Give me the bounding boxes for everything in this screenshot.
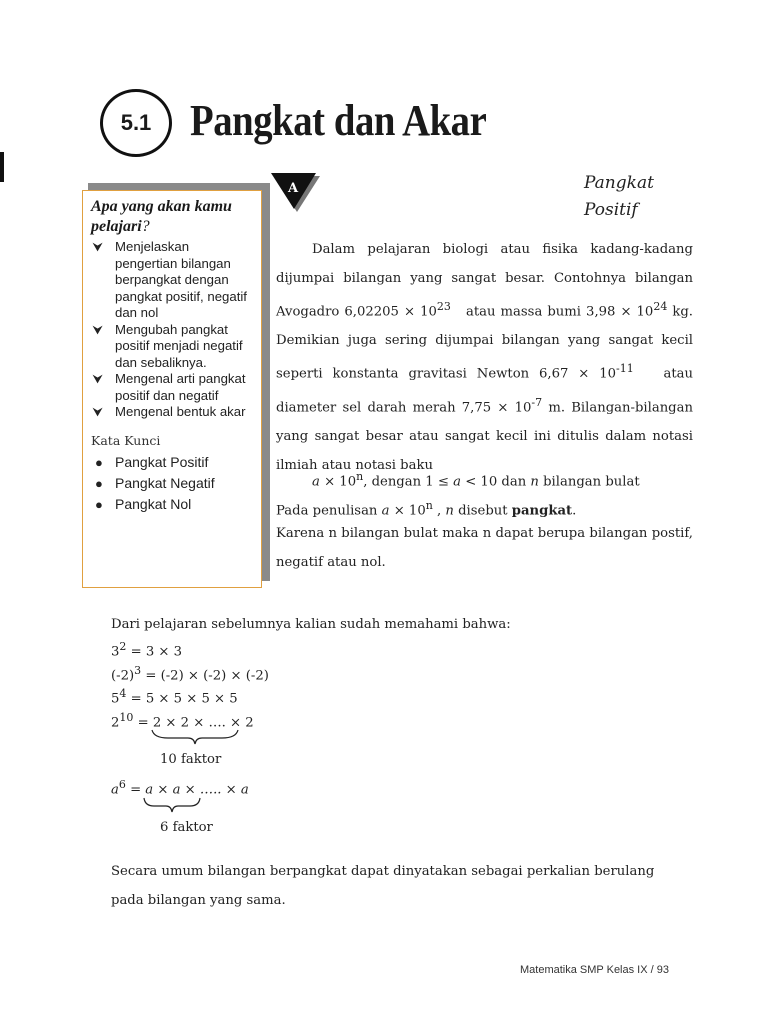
keyword-item: ● Pangkat Positif	[91, 452, 253, 473]
scientific-notation-formula: $a \times 10^n$, dengan 1 ≤ a < 10 dan n bilangan bulat	[312, 470, 640, 490]
check-icon: ⮟	[93, 324, 103, 337]
example-line: $2^{10} = 2 \times 2$ × …. × 2	[111, 711, 254, 731]
examples-intro: Dari pelajaran sebelumnya kalian sudah memahami bahwa:	[111, 617, 511, 632]
objective-item: ⮟ Mengenal arti pangkat positif dan negatif	[93, 371, 246, 403]
paragraph-integer-note: Karena n bilangan bulat maka n dapat berupa bilangan postif, negatif atau nol.	[276, 526, 693, 570]
example-line: $(-2)^3 = (-2) \times (-2) \times (-2)$	[111, 664, 269, 684]
section-title: Pangkat Positif	[584, 173, 654, 220]
example-line: $a^6 = a \times a$ × ….. × a	[111, 778, 249, 798]
bullet-icon: ●	[95, 496, 103, 512]
check-icon: ⮟	[93, 242, 103, 254]
brace-icon	[150, 728, 240, 746]
objectives-heading: Apa yang akan kamu pelajari?	[91, 198, 232, 235]
paragraph-intro: Dalam pelajaran biologi atau fisika kadang-kadang dijumpai bilangan yang sangat besar. Contohnya bilangan Avogadro $6,02205 \times 10^{23}$ atau massa bumi $3,98 \times 10^{24}$ kg. Demikian juga sering dijumpai bilangan yang sangat kecil seperti konstanta gravitasi Newton $6,67 \times 10^{-11}$ atau diameter sel darah merah $7,75 \times 10^{-7}$ m. Bilangan-bilangan yang sangat besar atau sangat kecil ini ditulis dalam notasi ilmiah atau notasi baku	[276, 242, 693, 473]
section-number: 5.1	[120, 110, 152, 135]
section-badge-icon	[270, 172, 322, 216]
check-icon: ⮟	[93, 374, 103, 386]
paragraph-exponent-definition: Pada penulisan $a \times 10^n$ , n disebut pangkat.	[276, 499, 577, 519]
objective-item: ⮟ Mengenal bentuk akar	[91, 404, 253, 421]
factor-note: 10 faktor	[160, 752, 222, 767]
bullet-icon: ●	[95, 475, 103, 491]
example-line: $3^2 = 3 \times 3$	[111, 640, 183, 660]
keyword-item: ● Pangkat Nol	[91, 494, 253, 515]
keywords-list	[91, 452, 253, 515]
factor-note: 6 faktor	[160, 820, 213, 835]
bullet-icon: ●	[95, 454, 103, 470]
example-line: $5^4 = 5 \times 5 \times 5 \times 5$	[111, 687, 238, 707]
objective-item: ⮟ Menjelaskan pengertian bilangan berpangkat dengan pangkat positif, negatif dan nol	[93, 239, 247, 320]
check-icon: ⮟	[93, 407, 103, 419]
objectives-list	[91, 239, 253, 421]
margin-marker	[0, 152, 4, 182]
section-number-circle	[100, 89, 172, 157]
brace-icon	[142, 796, 202, 814]
keyword-item: ● Pangkat Negatif	[91, 473, 253, 494]
objective-item: ⮟ Mengubah pangkat positif menjadi negatif dan sebaliknya.	[93, 321, 243, 370]
chapter-title: Pangkat dan Akar	[190, 96, 487, 145]
section-badge-letter: A	[287, 181, 299, 196]
conclusion-paragraph: Secara umum bilangan berpangkat dapat dinyatakan sebagai perkalian berulang pada bilangan yang sama.	[111, 864, 655, 908]
objectives-box	[82, 190, 262, 588]
keywords-title: Kata Kunci	[91, 432, 161, 448]
page-footer: Matematika SMP Kelas IX / 93	[520, 964, 669, 976]
